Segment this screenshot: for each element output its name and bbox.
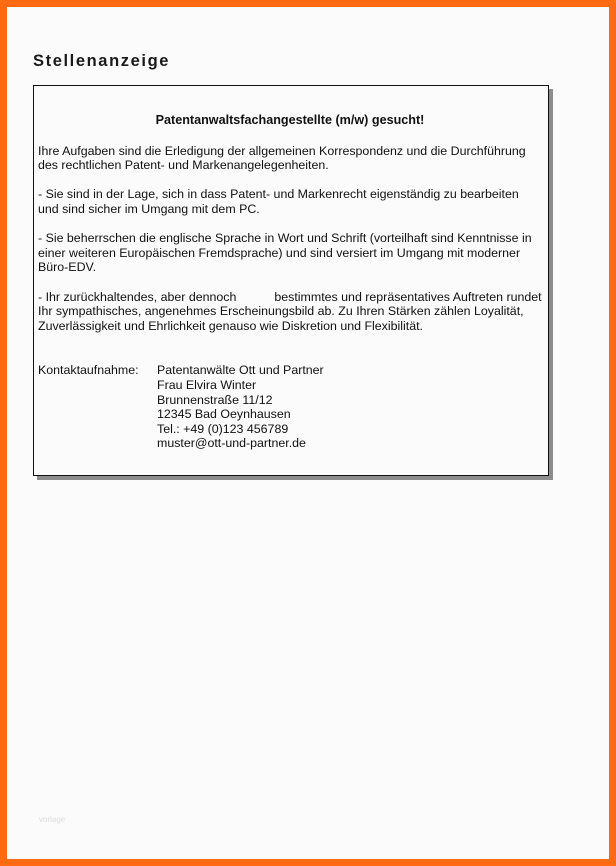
contact-street: Brunnenstraße 11/12 <box>157 392 273 407</box>
ad-paragraph-languages: - Sie beherrschen die englische Sprache in Wort und Schrift (vorteilhaft sind Kenntnisse in einer weiteren Europäischen Fremdsprache) und sind versiert im Umgang mit moderner Büro-EDV. <box>38 231 532 275</box>
ad-paragraph-personality-start: - Ihr zurückhaltendes, aber dennoch <box>38 289 237 304</box>
ad-paragraph-personality <box>38 290 542 334</box>
contact-city: 12345 Bad Oeynhausen <box>157 407 291 422</box>
contact-person: Frau Elvira Winter <box>157 377 257 392</box>
contact-block <box>38 363 542 451</box>
contact-address <box>157 363 324 451</box>
job-ad-title: Patentanwaltsfachangestellte (m/w) gesucht! <box>155 113 425 127</box>
contact-label: Kontaktaufnahme: <box>38 363 139 378</box>
watermark-text: vorlage <box>39 815 66 824</box>
contact-company: Patentanwälte Ott und Partner <box>157 363 324 378</box>
document-page <box>7 7 609 859</box>
ad-paragraph-skills: - Sie sind in der Lage, sich in dass Patent- und Markenrecht eigenständig zu bearbeiten und sind sicher im Umgang mit dem PC. <box>38 187 519 216</box>
job-ad-box <box>33 85 549 476</box>
ad-paragraph-tasks: Ihre Aufgaben sind die Erledigung der allgemeinen Korrespondenz und die Durchführung des rechtlichen Patent- und Markenangelegenheiten. <box>38 143 526 173</box>
page-heading: Stellenanzeige <box>33 52 171 70</box>
ad-paragraph-personality-rest: bestimmtes und repräsentatives Auftreten rundet Ihr sympathisches, angenehmes Erscheinungsbild ab. Zu Ihren Stärken zählen Loyalität, Zuverlässigkeit und Ehrlichkeit genauso wie Diskretion und Flexibilität. <box>38 289 542 333</box>
contact-phone: Tel.: +49 (0)123 456789 <box>157 421 289 436</box>
contact-email: muster@ott-und-partner.de <box>157 436 306 451</box>
